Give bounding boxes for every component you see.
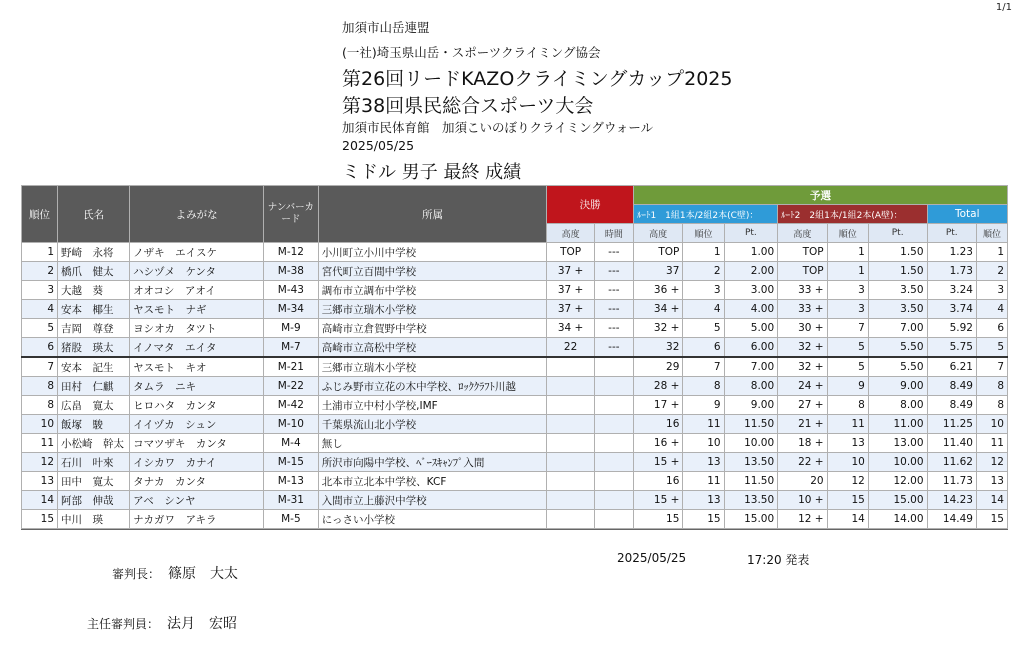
row-r2-height: 10 + — [778, 491, 827, 510]
row-kana: アベ シンヤ — [130, 491, 264, 510]
row-kana: ヨシオカ タツト — [130, 319, 264, 338]
row-affiliation: にっさい小学校 — [318, 510, 547, 529]
row-r1-height: 34 + — [633, 300, 682, 319]
row-number: M-43 — [264, 281, 319, 300]
row-kana: イシカワ カナイ — [130, 453, 264, 472]
row-rank: 14 — [22, 491, 58, 510]
row-affiliation: 小川町立小川中学校 — [318, 243, 547, 262]
row-r2-height: TOP — [778, 243, 827, 262]
row-r1-pt: 13.50 — [724, 491, 778, 510]
row-name: 安本 記生 — [58, 357, 130, 377]
row-final-height: 37 + — [547, 281, 594, 300]
row-rank: 3 — [22, 281, 58, 300]
row-final-time: --- — [594, 243, 633, 262]
association-name: (一社)埼玉県山岳・スポーツクライミング協会 — [342, 45, 601, 60]
row-final-height: 37 + — [547, 300, 594, 319]
row-total-order: 8 — [976, 396, 1007, 415]
row-r1-order: 9 — [683, 396, 724, 415]
col-r2-order: 順位 — [827, 224, 868, 243]
row-final-height: 22 — [547, 338, 594, 358]
row-total-order: 12 — [976, 453, 1007, 472]
head-judge-name: 法月 宏昭 — [167, 616, 238, 632]
row-name: 田中 寛太 — [58, 472, 130, 491]
row-r2-order: 7 — [827, 319, 868, 338]
row-number: M-21 — [264, 357, 319, 377]
row-r2-pt: 9.00 — [868, 377, 927, 396]
row-r1-order: 13 — [683, 491, 724, 510]
row-name: 吉岡 尊登 — [58, 319, 130, 338]
row-final-height — [547, 415, 594, 434]
row-r2-order: 1 — [827, 262, 868, 281]
row-total-pt: 11.40 — [927, 434, 976, 453]
row-total-order: 8 — [976, 377, 1007, 396]
row-affiliation: ふじみ野市立花の木中学校、ﾛｯｸｸﾗﾌﾄ川越 — [318, 377, 547, 396]
row-name: 石川 叶來 — [58, 453, 130, 472]
row-name: 大越 葵 — [58, 281, 130, 300]
row-total-pt: 5.92 — [927, 319, 976, 338]
row-number: M-12 — [264, 243, 319, 262]
row-r1-order: 10 — [683, 434, 724, 453]
table-row — [22, 262, 1008, 281]
row-rank: 7 — [22, 357, 58, 377]
row-total-order: 15 — [976, 510, 1007, 529]
col-r2-pt: Pt. — [868, 224, 927, 243]
row-r2-pt: 5.50 — [868, 338, 927, 358]
row-final-height: TOP — [547, 243, 594, 262]
row-r2-pt: 5.50 — [868, 357, 927, 377]
row-r2-pt: 13.00 — [868, 434, 927, 453]
col-final-time: 時間 — [594, 224, 633, 243]
table-row — [22, 434, 1008, 453]
row-rank: 1 — [22, 243, 58, 262]
row-total-order: 2 — [976, 262, 1007, 281]
row-r2-pt: 3.50 — [868, 281, 927, 300]
col-number: ナンバーカード — [264, 186, 319, 243]
event-title: 第26回リードKAZOクライミングカップ2025 — [342, 68, 733, 90]
row-r2-order: 3 — [827, 281, 868, 300]
row-r1-pt: 15.00 — [724, 510, 778, 529]
col-total-pt: Pt. — [927, 224, 976, 243]
col-r1-height: 高度 — [633, 224, 682, 243]
row-rank: 15 — [22, 510, 58, 529]
table-row — [22, 338, 1008, 358]
row-total-order: 13 — [976, 472, 1007, 491]
col-total: Total — [927, 205, 1007, 224]
row-r2-height: 33 + — [778, 300, 827, 319]
row-affiliation: 入間市立上藤沢中学校 — [318, 491, 547, 510]
row-r1-pt: 4.00 — [724, 300, 778, 319]
row-rank: 8 — [22, 396, 58, 415]
row-total-pt: 8.49 — [927, 396, 976, 415]
row-r1-height: 32 — [633, 338, 682, 358]
table-row — [22, 415, 1008, 434]
row-r2-pt: 15.00 — [868, 491, 927, 510]
row-r2-height: 27 + — [778, 396, 827, 415]
row-r1-height: 32 + — [633, 319, 682, 338]
row-rank: 13 — [22, 472, 58, 491]
table-bottom-rule — [21, 529, 1008, 530]
row-r1-pt: 5.00 — [724, 319, 778, 338]
row-final-time — [594, 377, 633, 396]
row-final-time: --- — [594, 319, 633, 338]
row-r2-order: 3 — [827, 300, 868, 319]
row-r2-height: 24 + — [778, 377, 827, 396]
row-r1-order: 4 — [683, 300, 724, 319]
row-affiliation: 調布市立調布中学校 — [318, 281, 547, 300]
head-judge-label: 主任審判員： — [87, 617, 160, 631]
table-row — [22, 377, 1008, 396]
row-final-time — [594, 415, 633, 434]
row-number: M-9 — [264, 319, 319, 338]
row-total-pt: 3.24 — [927, 281, 976, 300]
row-name: 安本 椰生 — [58, 300, 130, 319]
row-kana: タナカ カンタ — [130, 472, 264, 491]
row-r1-height: 15 + — [633, 453, 682, 472]
row-total-pt: 14.23 — [927, 491, 976, 510]
row-r1-height: 16 — [633, 472, 682, 491]
col-affiliation: 所属 — [318, 186, 547, 243]
row-number: M-42 — [264, 396, 319, 415]
row-final-time: --- — [594, 281, 633, 300]
row-r2-height: 30 + — [778, 319, 827, 338]
row-affiliation: 三郷市立瑞木小学校 — [318, 357, 547, 377]
row-r2-height: 33 + — [778, 281, 827, 300]
row-r2-height: 18 + — [778, 434, 827, 453]
col-route2: ﾙｰﾄ2 2組1本/1組2本(A壁)： — [778, 205, 927, 224]
row-name: 広畠 寛太 — [58, 396, 130, 415]
table-row — [22, 453, 1008, 472]
row-final-height: 34 + — [547, 319, 594, 338]
row-kana: ハシヅメ ケンタ — [130, 262, 264, 281]
row-total-order: 6 — [976, 319, 1007, 338]
row-kana: イイヅカ シュン — [130, 415, 264, 434]
row-total-pt: 14.49 — [927, 510, 976, 529]
row-final-time — [594, 491, 633, 510]
row-total-order: 5 — [976, 338, 1007, 358]
row-total-pt: 3.74 — [927, 300, 976, 319]
row-r2-height: 32 + — [778, 338, 827, 358]
row-r1-order: 11 — [683, 415, 724, 434]
chief-judge-name: 篠原 大太 — [168, 566, 239, 582]
row-r2-pt: 3.50 — [868, 300, 927, 319]
table-row — [22, 491, 1008, 510]
row-rank: 6 — [22, 338, 58, 358]
chief-judge-label: 審判長： — [112, 567, 161, 581]
row-number: M-31 — [264, 491, 319, 510]
row-r1-height: 29 — [633, 357, 682, 377]
row-r2-order: 12 — [827, 472, 868, 491]
row-r1-height: 37 — [633, 262, 682, 281]
col-route1: ﾙｰﾄ1 1組1本/2組2本(C壁)： — [633, 205, 777, 224]
row-final-time — [594, 357, 633, 377]
row-total-pt: 11.62 — [927, 453, 976, 472]
row-r2-order: 1 — [827, 243, 868, 262]
row-r1-pt: 2.00 — [724, 262, 778, 281]
row-total-order: 1 — [976, 243, 1007, 262]
row-total-pt: 1.73 — [927, 262, 976, 281]
page-number: 1/1 — [995, 2, 1012, 13]
row-r1-height: 36 + — [633, 281, 682, 300]
row-r1-height: 15 + — [633, 491, 682, 510]
row-name: 野崎 永将 — [58, 243, 130, 262]
row-final-time — [594, 510, 633, 529]
row-r2-order: 9 — [827, 377, 868, 396]
row-r2-pt: 8.00 — [868, 396, 927, 415]
row-r1-order: 8 — [683, 377, 724, 396]
row-final-height — [547, 434, 594, 453]
row-r2-pt: 11.00 — [868, 415, 927, 434]
row-total-order: 4 — [976, 300, 1007, 319]
row-total-order: 14 — [976, 491, 1007, 510]
row-r1-pt: 8.00 — [724, 377, 778, 396]
results-table — [21, 185, 1008, 529]
row-kana: オオコシ アオイ — [130, 281, 264, 300]
event-subtitle: 第38回県民総合スポーツ大会 — [342, 95, 594, 117]
col-kana: よみがな — [130, 186, 264, 243]
col-final: 決勝 — [547, 186, 634, 224]
row-r2-order: 5 — [827, 338, 868, 358]
row-r1-pt: 11.50 — [724, 472, 778, 491]
row-rank: 5 — [22, 319, 58, 338]
row-r1-order: 15 — [683, 510, 724, 529]
table-row — [22, 510, 1008, 529]
row-number: M-10 — [264, 415, 319, 434]
row-name: 小松崎 幹太 — [58, 434, 130, 453]
row-r2-height: TOP — [778, 262, 827, 281]
row-affiliation: 高崎市立倉賀野中学校 — [318, 319, 547, 338]
row-r1-pt: 11.50 — [724, 415, 778, 434]
row-r2-height: 32 + — [778, 357, 827, 377]
row-kana: タムラ ニキ — [130, 377, 264, 396]
col-rank: 順位 — [22, 186, 58, 243]
chief-judge — [112, 563, 238, 583]
row-total-pt: 1.23 — [927, 243, 976, 262]
row-final-height — [547, 510, 594, 529]
row-kana: イノマタ エイタ — [130, 338, 264, 358]
announce-date: 2025/05/25 — [617, 551, 687, 565]
row-r2-height: 20 — [778, 472, 827, 491]
row-r2-height: 22 + — [778, 453, 827, 472]
row-final-time — [594, 396, 633, 415]
federation-name: 加須市山岳連盟 — [342, 20, 430, 35]
row-number: M-13 — [264, 472, 319, 491]
row-r2-pt: 14.00 — [868, 510, 927, 529]
table-row — [22, 281, 1008, 300]
col-r2-height: 高度 — [778, 224, 827, 243]
col-final-height: 高度 — [547, 224, 594, 243]
row-final-height — [547, 453, 594, 472]
row-r2-order: 14 — [827, 510, 868, 529]
row-final-time: --- — [594, 300, 633, 319]
row-number: M-4 — [264, 434, 319, 453]
row-final-height — [547, 396, 594, 415]
col-name: 氏名 — [58, 186, 130, 243]
row-r2-pt: 1.50 — [868, 262, 927, 281]
table-row — [22, 472, 1008, 491]
row-name: 橋爪 健太 — [58, 262, 130, 281]
row-r2-order: 8 — [827, 396, 868, 415]
row-affiliation: 所沢市向陽中学校、ﾍﾞｰｽｷｬﾝﾌﾟ入間 — [318, 453, 547, 472]
row-affiliation: 千葉県流山北小学校 — [318, 415, 547, 434]
row-rank: 4 — [22, 300, 58, 319]
row-total-order: 7 — [976, 357, 1007, 377]
row-kana: コマツザキ カンタ — [130, 434, 264, 453]
col-r1-order: 順位 — [683, 224, 724, 243]
row-r1-height: 15 — [633, 510, 682, 529]
row-final-height — [547, 491, 594, 510]
row-rank: 10 — [22, 415, 58, 434]
row-rank: 8 — [22, 377, 58, 396]
event-date: 2025/05/25 — [342, 138, 415, 153]
row-r2-height: 21 + — [778, 415, 827, 434]
row-kana: ノザキ エイスケ — [130, 243, 264, 262]
row-r2-pt: 1.50 — [868, 243, 927, 262]
row-final-time: --- — [594, 262, 633, 281]
row-kana: ヤスモト キオ — [130, 357, 264, 377]
col-qualifier: 予選 — [633, 186, 1007, 205]
row-r1-pt: 10.00 — [724, 434, 778, 453]
row-r1-height: 17 + — [633, 396, 682, 415]
category-title: ミドル 男子 最終 成績 — [342, 162, 522, 183]
row-r1-order: 3 — [683, 281, 724, 300]
row-r2-pt: 12.00 — [868, 472, 927, 491]
row-total-pt: 5.75 — [927, 338, 976, 358]
row-r2-order: 10 — [827, 453, 868, 472]
row-rank: 12 — [22, 453, 58, 472]
row-r2-order: 11 — [827, 415, 868, 434]
row-r2-height: 12 + — [778, 510, 827, 529]
table-row — [22, 396, 1008, 415]
row-r1-order: 13 — [683, 453, 724, 472]
row-total-pt: 8.49 — [927, 377, 976, 396]
row-final-time — [594, 472, 633, 491]
row-total-pt: 11.25 — [927, 415, 976, 434]
row-number: M-5 — [264, 510, 319, 529]
row-affiliation: 北本市立北本中学校、KCF — [318, 472, 547, 491]
head-judge — [87, 613, 237, 633]
row-final-time — [594, 453, 633, 472]
row-r1-order: 2 — [683, 262, 724, 281]
venue: 加須市民体育館 加須こいのぼりクライミングウォール — [342, 120, 654, 135]
row-r1-height: 16 — [633, 415, 682, 434]
row-number: M-15 — [264, 453, 319, 472]
row-r1-pt: 1.00 — [724, 243, 778, 262]
row-affiliation: 無し — [318, 434, 547, 453]
row-name: 中川 瑛 — [58, 510, 130, 529]
row-r1-height: 16 + — [633, 434, 682, 453]
row-total-order: 11 — [976, 434, 1007, 453]
col-r1-pt: Pt. — [724, 224, 778, 243]
row-r2-order: 15 — [827, 491, 868, 510]
table-row — [22, 243, 1008, 262]
row-number: M-22 — [264, 377, 319, 396]
row-final-height — [547, 357, 594, 377]
row-r1-pt: 9.00 — [724, 396, 778, 415]
row-r1-order: 7 — [683, 357, 724, 377]
row-total-pt: 6.21 — [927, 357, 976, 377]
row-r1-pt: 13.50 — [724, 453, 778, 472]
row-total-pt: 11.73 — [927, 472, 976, 491]
row-r1-pt: 6.00 — [724, 338, 778, 358]
row-r1-pt: 3.00 — [724, 281, 778, 300]
row-final-time: --- — [594, 338, 633, 358]
row-affiliation: 三郷市立瑞木小学校 — [318, 300, 547, 319]
row-final-height — [547, 377, 594, 396]
row-final-height — [547, 472, 594, 491]
table-row — [22, 300, 1008, 319]
table-row — [22, 319, 1008, 338]
row-affiliation: 宮代町立百間中学校 — [318, 262, 547, 281]
table-row — [22, 357, 1008, 377]
row-affiliation: 土浦市立中村小学校,IMF — [318, 396, 547, 415]
row-rank: 11 — [22, 434, 58, 453]
row-final-height: 37 + — [547, 262, 594, 281]
row-name: 田村 仁麒 — [58, 377, 130, 396]
row-rank: 2 — [22, 262, 58, 281]
row-r1-order: 5 — [683, 319, 724, 338]
row-number: M-7 — [264, 338, 319, 358]
row-kana: ヒロハタ カンタ — [130, 396, 264, 415]
row-name: 阿部 伸哉 — [58, 491, 130, 510]
col-total-order: 順位 — [976, 224, 1007, 243]
row-number: M-38 — [264, 262, 319, 281]
row-r1-order: 11 — [683, 472, 724, 491]
row-r1-height: 28 + — [633, 377, 682, 396]
row-kana: ヤスモト ナギ — [130, 300, 264, 319]
row-r1-order: 6 — [683, 338, 724, 358]
row-number: M-34 — [264, 300, 319, 319]
row-r1-height: TOP — [633, 243, 682, 262]
row-r2-pt: 10.00 — [868, 453, 927, 472]
row-r2-order: 5 — [827, 357, 868, 377]
row-r2-pt: 7.00 — [868, 319, 927, 338]
row-r2-order: 13 — [827, 434, 868, 453]
row-name: 猪股 瑛太 — [58, 338, 130, 358]
announce-time: 17:20 発表 — [747, 553, 810, 567]
row-name: 飯塚 駿 — [58, 415, 130, 434]
row-total-order: 10 — [976, 415, 1007, 434]
row-affiliation: 高崎市立高松中学校 — [318, 338, 547, 358]
row-total-order: 3 — [976, 281, 1007, 300]
row-r1-order: 1 — [683, 243, 724, 262]
row-kana: ナカガワ アキラ — [130, 510, 264, 529]
row-r1-pt: 7.00 — [724, 357, 778, 377]
row-final-time — [594, 434, 633, 453]
